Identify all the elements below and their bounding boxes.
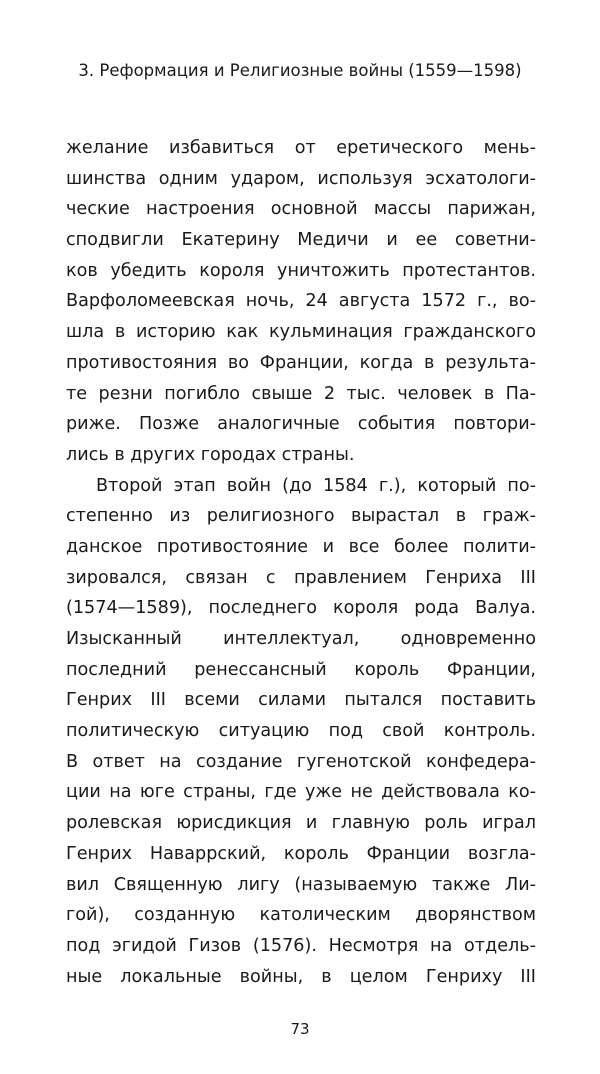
text-line: сподвигли Екатерину Медичи и ее советни- [66, 230, 536, 251]
text-line: шинства одним ударом, используя эсхатологи- [66, 168, 536, 189]
text-line: ролевская юрисдикция и главную роль играл [66, 813, 536, 834]
text-line: ков убедить короля уничтожить протестантов. [66, 260, 536, 281]
text-line: лись в других городах страны. [66, 444, 355, 465]
text-line: данское противостояние и все более полити- [66, 536, 536, 557]
text-line: под эгидой Гизов (1576). Несмотря на отдель- [66, 935, 536, 956]
text-line: вил Священную лигу (называемую также Ли- [66, 874, 536, 895]
text-line: Генрих III всеми силами пытался поставить [66, 690, 536, 711]
text-line: те резни погибло свыше 2 тыс. человек в Па- [66, 383, 536, 404]
text-line: риже. Позже аналогичные события повтори- [66, 414, 536, 435]
text-line: гой), созданную католическим дворянством [66, 905, 536, 926]
paragraph-2 [66, 471, 536, 993]
text-line: желание избавиться от еретического мень- [66, 138, 536, 158]
text-line: ческие настроения основной массы парижан, [66, 199, 536, 220]
text-line: (1574—1589), последнего короля рода Валуа. [66, 598, 536, 619]
text-line: Генрих Наваррский, король Франции возгла- [66, 843, 536, 864]
text-line: Варфоломеевская ночь, 24 августа 1572 г., во- [66, 291, 536, 312]
text-line: противостояния во Франции, когда в результа- [66, 352, 536, 373]
text-line: ции на юге страны, где уже не действовала ко- [66, 782, 536, 803]
text-line: ные локальные войны, в целом Генриху III [66, 966, 536, 987]
paragraph-1 [66, 133, 536, 471]
page-number: 73 [290, 1020, 310, 1038]
text-line: Второй этап войн (до 1584 г.), который по- [96, 475, 536, 496]
text-line: зировался, связан с правлением Генриха III [66, 567, 536, 588]
running-header: 3. Реформация и Религиозные войны (1559—1598) [78, 61, 522, 80]
text-line: степенно из религиозного вырастал в граж- [66, 506, 536, 527]
text-line: шла в историю как кульминация гражданского [66, 322, 536, 343]
text-line: В ответ на создание гугенотской конфедера- [66, 751, 536, 772]
text-line: последний ренессансный король Франции, [66, 659, 536, 680]
text-line: Изысканный интеллектуал, одновременно [66, 629, 536, 649]
text-line: политическую ситуацию под свой контроль. [66, 721, 536, 742]
body-text [66, 133, 536, 992]
